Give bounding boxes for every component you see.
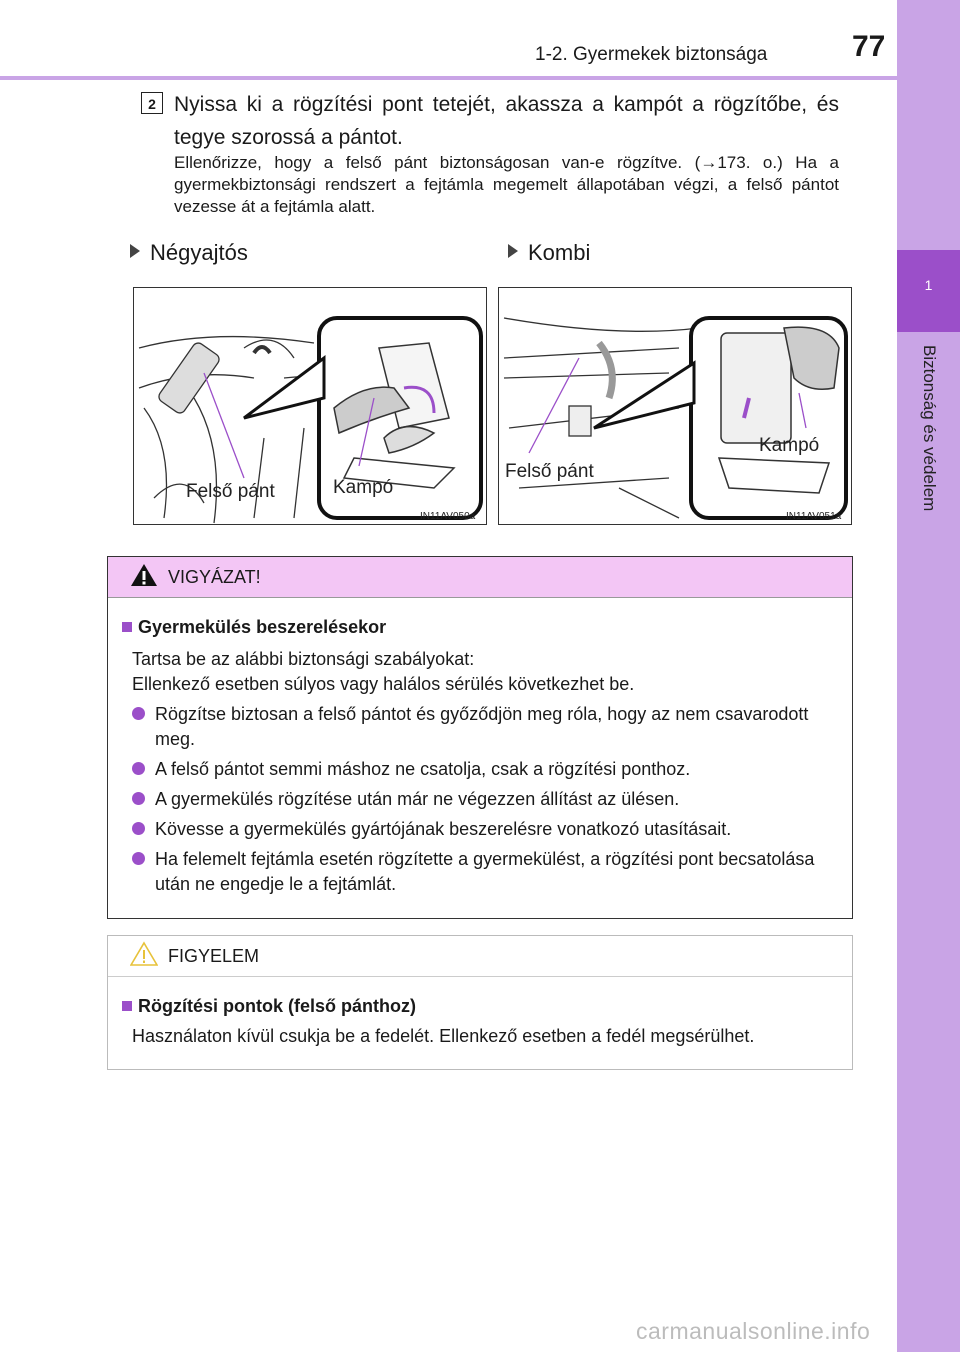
warning-bullet: Kövesse a gyermekülés gyártójának beszerelésre vonatkozó utasításait. <box>132 817 844 842</box>
warning-intro: Tartsa be az alábbi biztonsági szabályokat: <box>132 649 475 669</box>
step-note: Ellenőrizze, hogy a felső pánt biztonságosan van-e rögzítve. (→173. o.) Ha a gyermekbiztonsági rendszert a fejtámla megemelt állapotában végzi, a felső pántot vezesse át a fejtámla alatt. <box>174 153 839 216</box>
caution-title: FIGYELEM <box>168 946 260 966</box>
bullet-dot-icon <box>132 762 145 775</box>
warning-bullet: Rögzítse biztosan a felső pántot és győződjön meg róla, hogy az nem csavarodott meg. <box>132 702 844 752</box>
page-number: 77 <box>852 30 886 63</box>
step-number: 2 <box>141 92 163 114</box>
caution-text: Használaton kívül csukja be a fedelét. Ellenkező esetben a fedél megsérülhet. <box>132 1026 755 1046</box>
bullet-dot-icon <box>132 707 145 720</box>
caution-triangle-icon <box>130 941 158 967</box>
warning-box <box>107 556 853 919</box>
bullet-dot-icon <box>132 822 145 835</box>
label-hook: Kampó <box>333 477 394 498</box>
variant-sedan: Négyajtós <box>130 240 248 266</box>
warning-triangle-icon <box>130 562 158 588</box>
warning-bullet: A gyermekülés rögzítése után már ne végezzen állítást az ülésen. <box>132 787 844 812</box>
figure-wagon <box>498 287 852 525</box>
chapter-number: 1 <box>897 250 960 332</box>
wagon-anchor-illustration <box>499 288 852 525</box>
chapter-title: Biztonság és védelem <box>920 345 939 512</box>
warning-heading: Gyermekülés beszerelésekor <box>122 617 386 638</box>
square-bullet-icon <box>122 622 132 632</box>
caution-box <box>107 935 853 1070</box>
figure-code: IN11AV050a <box>420 511 476 522</box>
warning-bullet: A felső pántot semmi máshoz ne csatolja, csak a rögzítési ponthoz. <box>132 757 844 782</box>
figure-code: IN11AV051a <box>786 511 842 522</box>
figure-sedan <box>133 287 487 525</box>
label-hook: Kampó <box>759 435 820 456</box>
warning-header <box>108 557 852 598</box>
warning-intro-2: Ellenkező esetben súlyos vagy halálos sérülés következhet be. <box>132 674 635 694</box>
header-divider <box>0 76 897 80</box>
warning-bullet: Ha felemelt fejtámla esetén rögzítette a gyermekülést, a rögzítési pont becsatolása után ne engedje le a fejtámlát. <box>132 847 844 897</box>
section-title: 1-2. Gyermekek biztonsága <box>535 44 768 65</box>
watermark: carmanualsonline.info <box>636 1318 871 1344</box>
label-top-strap: Felső pánt <box>505 461 594 482</box>
caution-heading: Rögzítési pontok (felső pánthoz) <box>122 996 416 1017</box>
bullet-dot-icon <box>132 792 145 805</box>
chapter-sidebar <box>897 0 960 1352</box>
arrow-icon <box>130 244 140 258</box>
caution-header <box>108 936 852 977</box>
label-top-strap: Felső pánt <box>186 481 275 502</box>
square-bullet-icon <box>122 1001 132 1011</box>
variant-wagon: Kombi <box>508 240 590 266</box>
arrow-icon <box>508 244 518 258</box>
step-instruction: Nyissa ki a rögzítési pont tetejét, akassza a kampót a rögzítőbe, és tegye szorossá a pántot. <box>174 93 839 149</box>
bullet-dot-icon <box>132 852 145 865</box>
warning-title: VIGYÁZAT! <box>168 567 261 587</box>
